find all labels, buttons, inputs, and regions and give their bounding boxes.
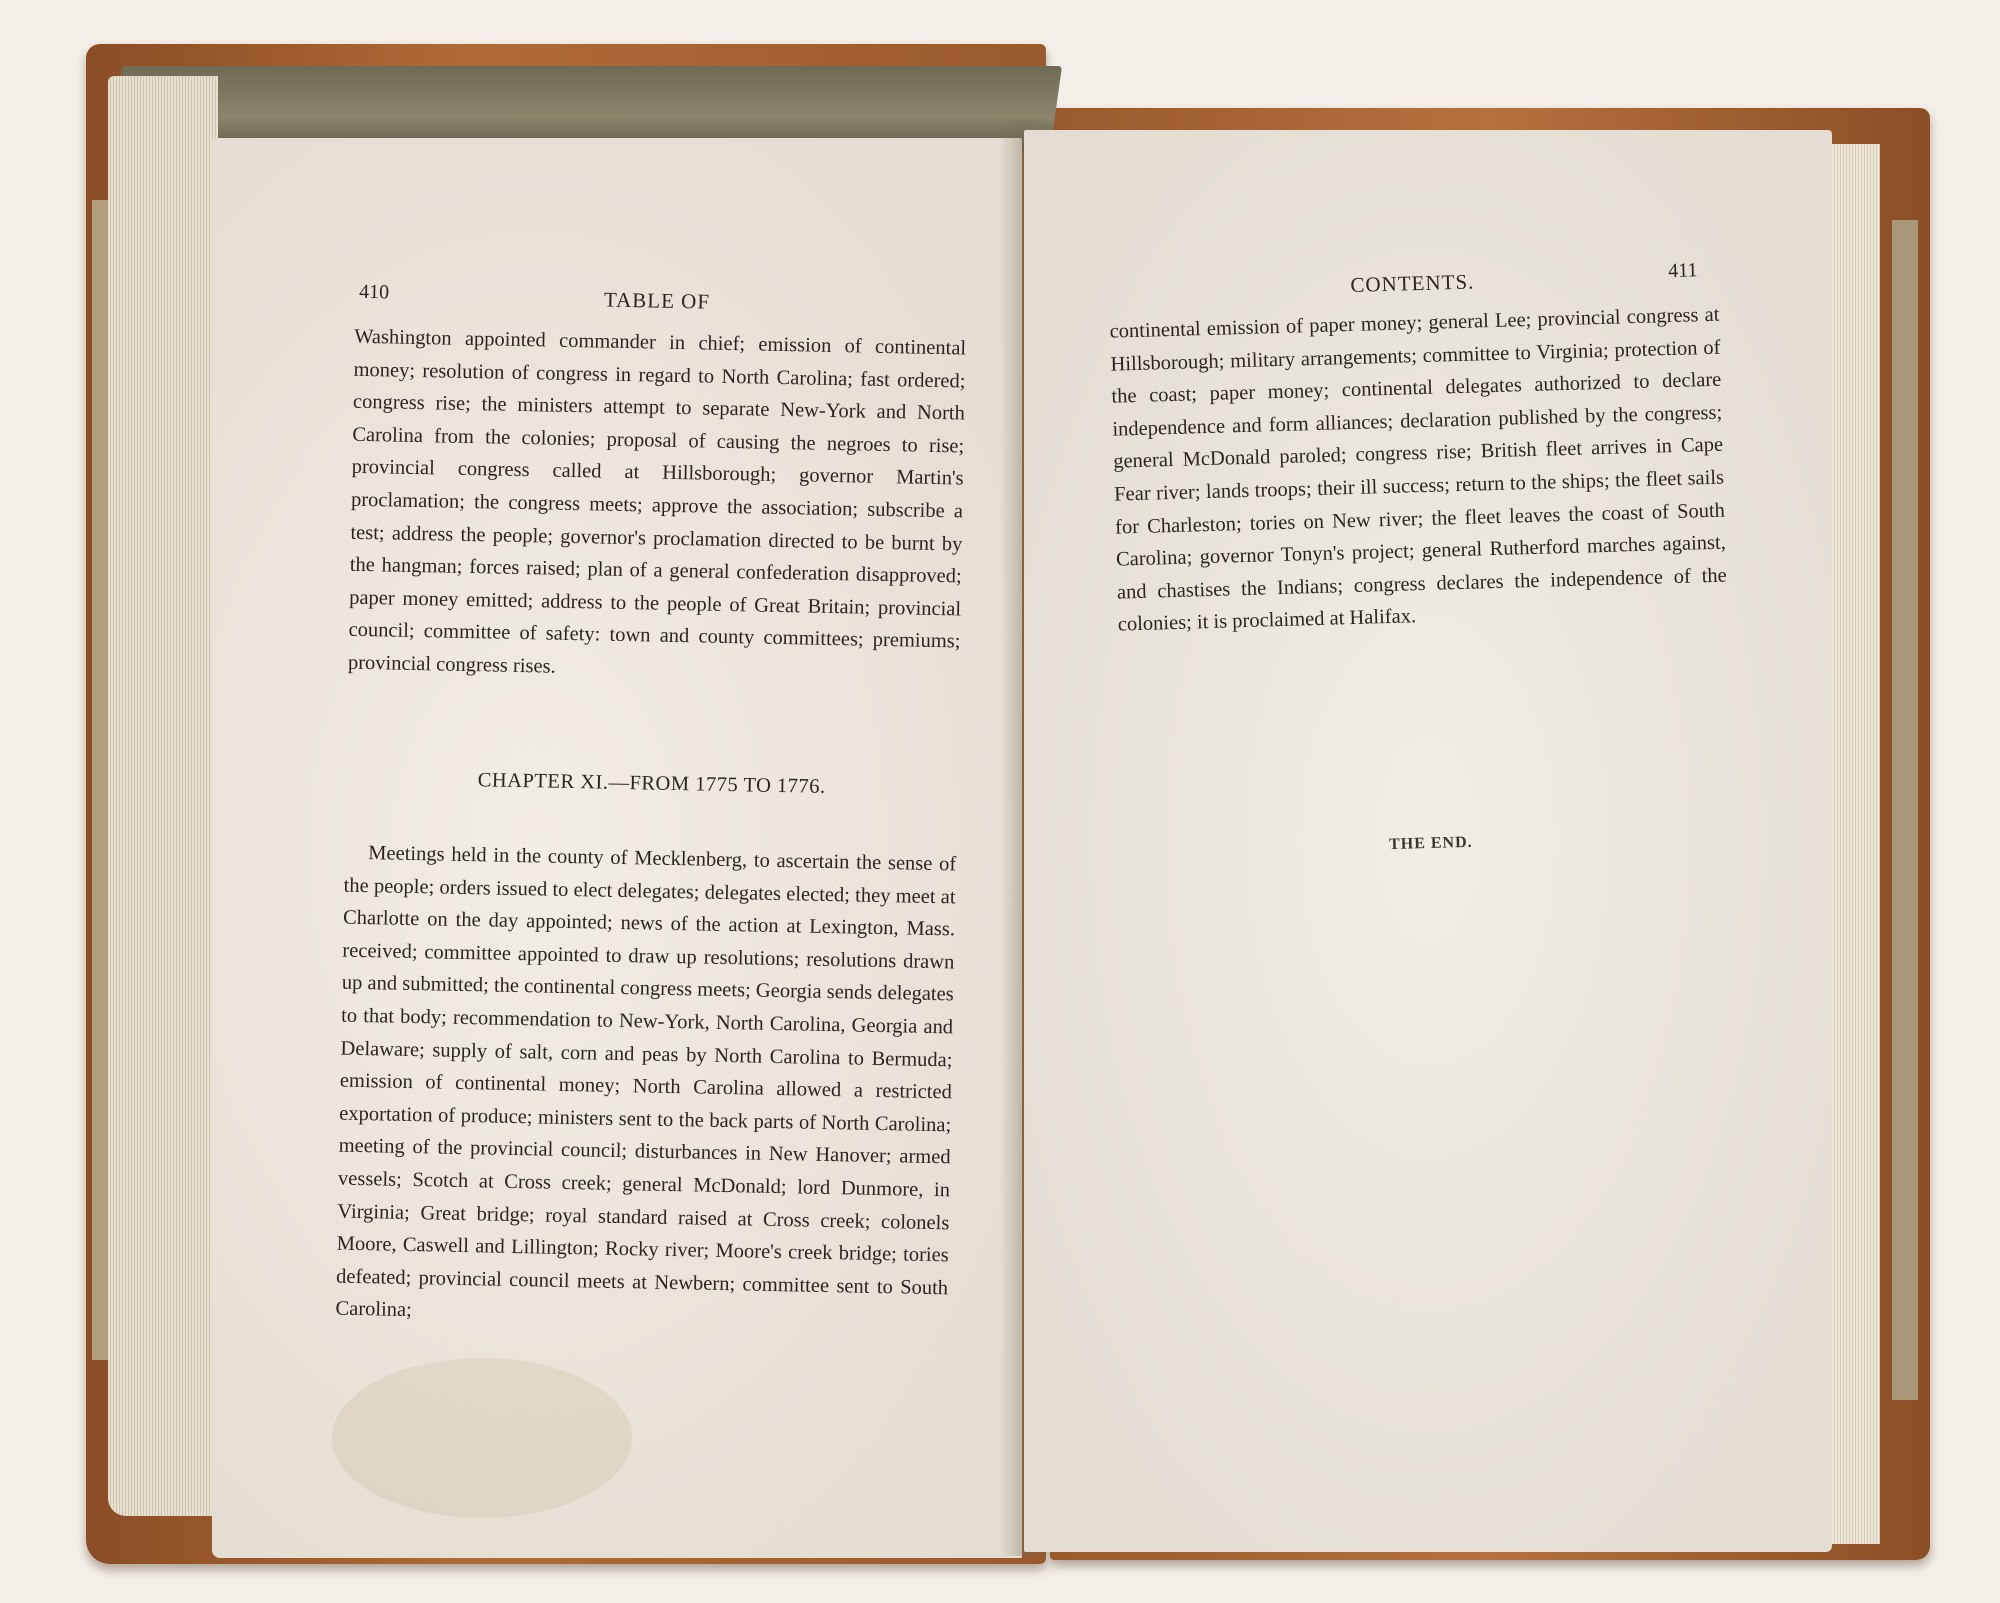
chapter-heading: CHAPTER XI.—FROM 1775 TO 1776. bbox=[477, 769, 826, 798]
running-head-left: TABLE OF bbox=[603, 287, 711, 314]
contents-paragraph-left-1: Washington appointed commander in chief; emission of continental money; resolution of congress in regard to North Carolina; fast ordered; congress rise; the ministers attempt to separate New-York and North Carolina from the colonies; proposal of causing the negroes to rise; provincial congress called at Hillsborough; governor Martin's proclamation; the congress meets; approve the association; subscribe a test; address the people; governor's proclamation directed to be burnt by the hangman; forces raised; plan of a general confederation disapproved; paper money emitted; address to the people of Great Britain; provincial council; committee of safety: town and county committees; premiums; provincial congress rises. bbox=[347, 325, 967, 678]
left-page-content bbox=[185, 138, 1022, 1573]
right-page bbox=[1024, 130, 1832, 1552]
page-number-right: 411 bbox=[1667, 259, 1698, 283]
running-head-right: CONTENTS. bbox=[1350, 269, 1475, 297]
contents-paragraph-left-2: Meetings held in the county of Mecklenberg, to ascertain the sense of the people; orders issued to elect delegates; delegates elected; they meet at Charlotte on the day appointed; news of the action at Lexington, Mass. received; committee appointed to draw up resolutions; resolutions drawn up and submitted; the continental congress meets; Georgia sends delegates to that body; recommendation to New-York, North Carolina, Georgia and Delaware; supply of salt, corn and peas by North Carolina to Bermuda; emission of continental money; North Carolina allowed a restricted exportation of produce; ministers sent to the back parts of North Carolina; meeting of the provincial council; disturbances in New Hanover; armed vessels; Scotch at Cross creek; general McDonald; lord Dunmore, in Virginia; Great bridge; royal standard raised at Cross creek; colonels Moore, Caswell and Lillington; Rocky river; Moore's creek bridge; tories defeated; provincial council meets at Newbern; committee sent to South Carolina; bbox=[335, 842, 957, 1322]
the-end: THE END. bbox=[1388, 833, 1473, 854]
right-page-edges bbox=[1832, 144, 1880, 1544]
contents-paragraph-right-1: continental emission of paper money; general Lee; provincial congress at Hillsborough; military arrangements; committee to Virginia; protection of the coast; paper money; continental delegates authorized to declare independence and form alliances; declaration published by the congress; general McDonald paroled; congress rise; British fleet arrives in Cape Fear river; lands troops; their ill success; return to the ships; the fleet sails for Charleston; tories on New river; the fleet leaves the coast of South Carolina; governor Tonyn's project; general Rutherford marches against, and chastises the Indians; congress declares the independence of the colonies; it is proclaimed at Halifax. bbox=[1109, 303, 1728, 636]
right-page-content bbox=[1024, 107, 1871, 1551]
right-cloth-binding bbox=[1892, 220, 1918, 1400]
page-number-left: 410 bbox=[358, 280, 390, 304]
left-page bbox=[212, 138, 1022, 1558]
